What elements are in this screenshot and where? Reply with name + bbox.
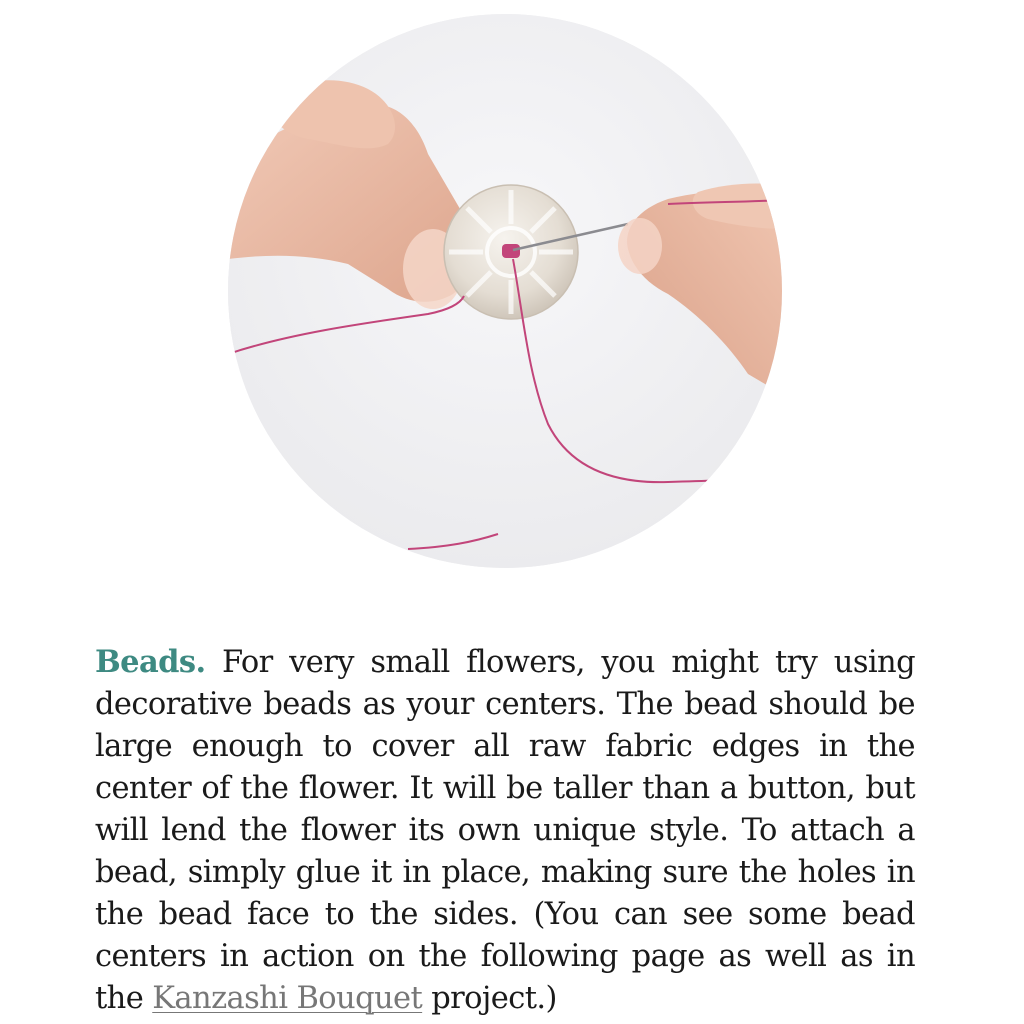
kanzashi-bouquet-link[interactable]: Kanzashi Bouquet [152,981,423,1016]
paragraph-closing-text: project.) [422,981,557,1016]
photo-illustration [228,14,782,568]
beads-paragraph [95,641,915,1020]
sewing-button-photo [228,14,782,568]
paragraph-body-text: For very small flowers, you might try using decorative beads as your centers. The bead should be large enough to cover all raw fabric edges in the center of the flower. It will be taller than a button, but will lend the flower its own unique style. To attach a bead, simply glue it in place, making sure the holes in the bead face to the sides. (You can see some bead centers in action on the following page as well as in the [95,645,915,1016]
paragraph-lead-heading: Beads. [95,644,206,680]
